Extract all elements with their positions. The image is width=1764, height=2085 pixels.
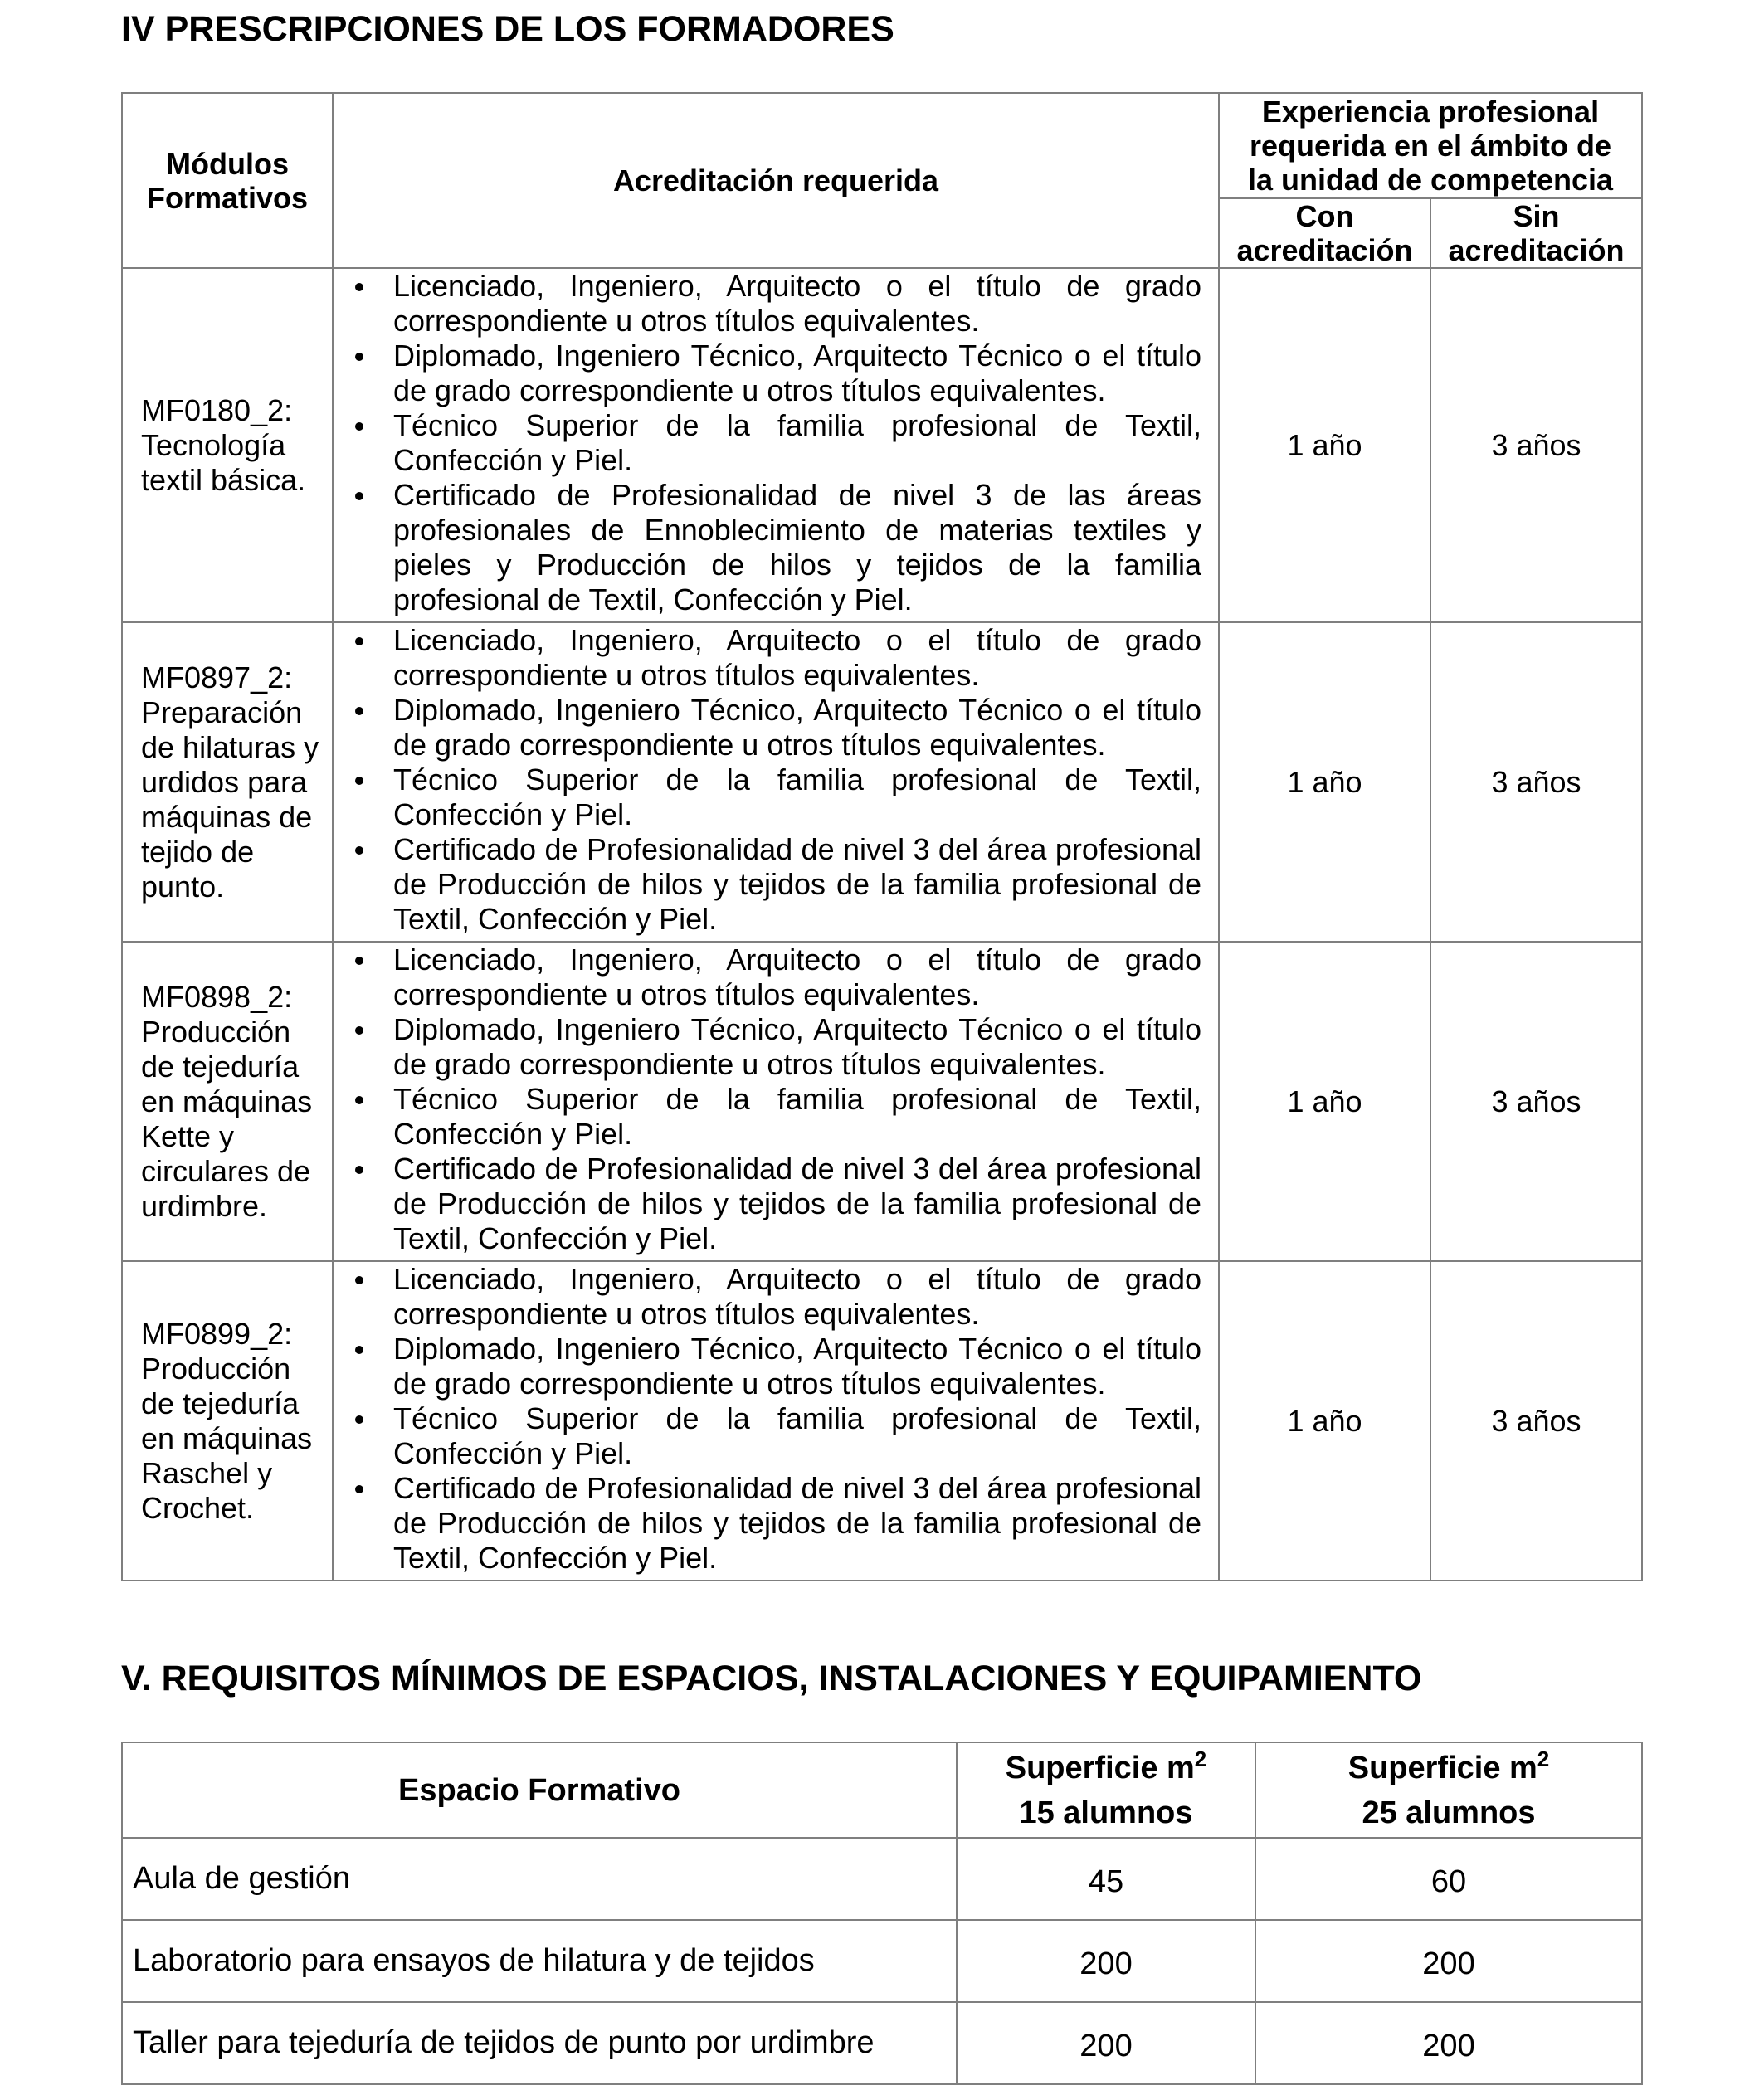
surface-25-value: 200 <box>1255 2002 1642 2084</box>
table-row <box>122 268 1642 622</box>
module-name: MF0180_2: Tecnología textil básica. <box>122 268 333 622</box>
list-item: Licenciado, Ingeniero, Arquitecto o el título de grado correspondiente u otros títulos equivalentes. <box>353 623 1201 693</box>
with-accreditation-value: 1 año <box>1219 942 1430 1261</box>
module-name: MF0897_2: Preparación de hilaturas y urdidos para máquinas de tejido de punto. <box>122 622 333 942</box>
surface-superscript: 2 <box>1537 1746 1550 1771</box>
header-surface-25 <box>1255 1742 1642 1838</box>
list-item: Técnico Superior de la familia profesional de Textil, Confección y Piel. <box>353 1082 1201 1152</box>
accreditation-list <box>353 269 1201 617</box>
header-space: Espacio Formativo <box>122 1742 957 1838</box>
list-item: Certificado de Profesionalidad de nivel 3 de las áreas profesionales de Ennoblecimiento de materias textiles y pieles y Producción de hilos y tejidos de la familia profesional de Textil, Confección y Piel. <box>353 478 1201 617</box>
list-item: Licenciado, Ingeniero, Arquitecto o el título de grado correspondiente u otros títulos equivalentes. <box>353 1262 1201 1332</box>
without-accreditation-value: 3 años <box>1430 268 1642 622</box>
section-v-title: V. REQUISITOS MÍNIMOS DE ESPACIOS, INSTALACIONES Y EQUIPAMIENTO <box>121 1659 1422 1698</box>
list-item: Técnico Superior de la familia profesional de Textil, Confección y Piel. <box>353 762 1201 832</box>
formadores-table <box>121 92 1643 1581</box>
list-item: Diplomado, Ingeniero Técnico, Arquitecto Técnico o el título de grado correspondiente u otros títulos equivalentes. <box>353 339 1201 408</box>
header-accreditation: Acreditación requerida <box>333 93 1219 268</box>
list-item: Licenciado, Ingeniero, Arquitecto o el título de grado correspondiente u otros títulos equivalentes. <box>353 943 1201 1012</box>
section-iv-title: IV PRESCRIPCIONES DE LOS FORMADORES <box>121 9 894 49</box>
space-name: Laboratorio para ensayos de hilatura y de tejidos <box>122 1920 957 2002</box>
table-row <box>122 1261 1642 1581</box>
with-accreditation-value: 1 año <box>1219 268 1430 622</box>
surface-15-value: 200 <box>957 2002 1255 2084</box>
accreditation-list <box>353 1262 1201 1576</box>
with-accreditation-value: 1 año <box>1219 1261 1430 1581</box>
surface-label: Superficie m <box>1005 1750 1195 1785</box>
header-surface-15 <box>957 1742 1255 1838</box>
list-item: Técnico Superior de la familia profesional de Textil, Confección y Piel. <box>353 408 1201 478</box>
accreditation-list <box>353 623 1201 937</box>
students-25: 25 alumnos <box>1362 1795 1536 1830</box>
table-row <box>122 622 1642 942</box>
with-accreditation-value: 1 año <box>1219 622 1430 942</box>
list-item: Certificado de Profesionalidad de nivel 3 del área profesional de Producción de hilos y tejidos de la familia profesional de Textil, Confección y Piel. <box>353 1471 1201 1576</box>
table-row <box>122 1920 1642 2002</box>
space-name: Taller para tejeduría de tejidos de punto por urdimbre <box>122 2002 957 2084</box>
table-row <box>122 1838 1642 1920</box>
list-item: Licenciado, Ingeniero, Arquitecto o el título de grado correspondiente u otros títulos equivalentes. <box>353 269 1201 339</box>
header-modules: Módulos Formativos <box>122 93 333 268</box>
space-name: Aula de gestión <box>122 1838 957 1920</box>
students-15: 15 alumnos <box>1019 1795 1193 1830</box>
surface-25-value: 200 <box>1255 1920 1642 2002</box>
without-accreditation-value: 3 años <box>1430 1261 1642 1581</box>
without-accreditation-value: 3 años <box>1430 942 1642 1261</box>
surface-label: Superficie m <box>1347 1750 1537 1785</box>
header-without-accreditation: Sin acreditación <box>1430 198 1642 268</box>
table-row <box>122 2002 1642 2084</box>
header-with-accreditation: Con acreditación <box>1219 198 1430 268</box>
table-row <box>122 942 1642 1261</box>
module-name: MF0899_2: Producción de tejeduría en máquinas Raschel y Crochet. <box>122 1261 333 1581</box>
list-item: Diplomado, Ingeniero Técnico, Arquitecto Técnico o el título de grado correspondiente u otros títulos equivalentes. <box>353 693 1201 762</box>
accreditation-list <box>353 943 1201 1256</box>
espacios-table <box>121 1742 1643 2085</box>
surface-15-value: 45 <box>957 1838 1255 1920</box>
header-experience: Experiencia profesional requerida en el ámbito de la unidad de competencia <box>1219 93 1642 198</box>
surface-15-value: 200 <box>957 1920 1255 2002</box>
surface-25-value: 60 <box>1255 1838 1642 1920</box>
list-item: Diplomado, Ingeniero Técnico, Arquitecto Técnico o el título de grado correspondiente u otros títulos equivalentes. <box>353 1012 1201 1082</box>
list-item: Certificado de Profesionalidad de nivel 3 del área profesional de Producción de hilos y tejidos de la familia profesional de Textil, Confección y Piel. <box>353 832 1201 937</box>
without-accreditation-value: 3 años <box>1430 622 1642 942</box>
list-item: Técnico Superior de la familia profesional de Textil, Confección y Piel. <box>353 1401 1201 1471</box>
list-item: Diplomado, Ingeniero Técnico, Arquitecto Técnico o el título de grado correspondiente u otros títulos equivalentes. <box>353 1332 1201 1401</box>
list-item: Certificado de Profesionalidad de nivel 3 del área profesional de Producción de hilos y tejidos de la familia profesional de Textil, Confección y Piel. <box>353 1152 1201 1256</box>
module-name: MF0898_2: Producción de tejeduría en máquinas Kette y circulares de urdimbre. <box>122 942 333 1261</box>
surface-superscript: 2 <box>1194 1746 1207 1771</box>
